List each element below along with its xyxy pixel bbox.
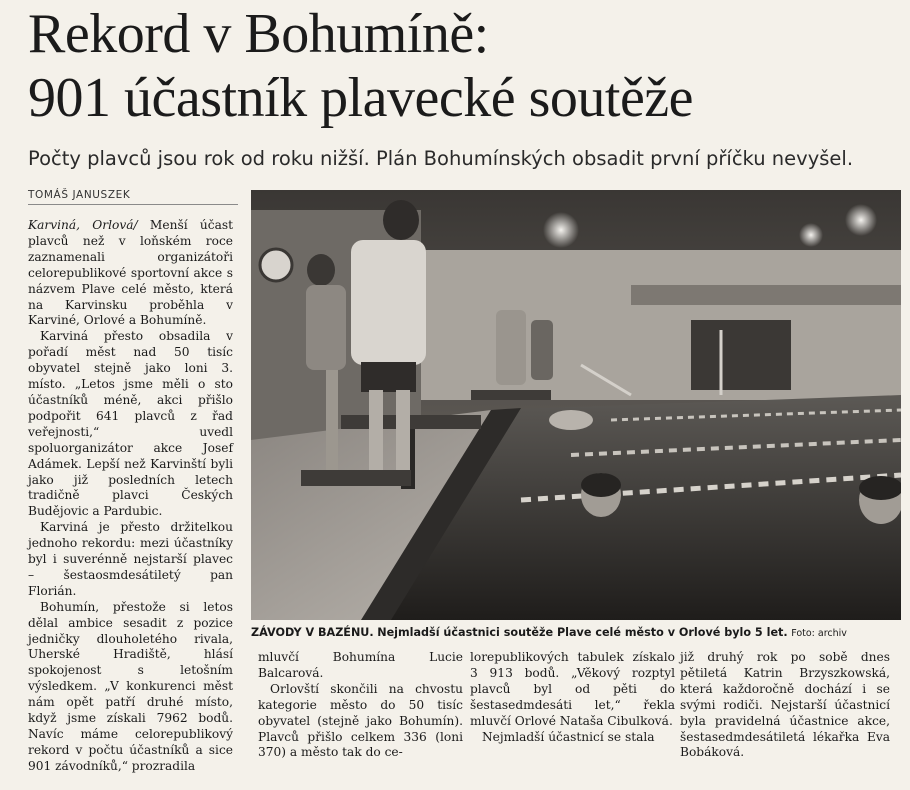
caption-heading: ZÁVODY V BAZÉNU. bbox=[251, 626, 374, 639]
caption-text: Nejmladší účastnici soutěže Plave celé město v Orlové bylo 5 let. bbox=[377, 626, 788, 639]
headline bbox=[28, 2, 898, 130]
article-column-4 bbox=[680, 650, 890, 761]
paragraph: Nejmladší účastnicí se stala bbox=[482, 729, 655, 744]
photo-caption bbox=[251, 626, 901, 641]
paragraph: Karviná, Orlová/ Menší účast plavců než v loňském roce zaznamenali organizátoři celorepublikové sportovní akce s názvem Plave celé město, která na Karvinsku proběhla v Karviné, Orlové a Bohumíně. bbox=[28, 218, 233, 328]
byline: TOMÁŠ JANUSZEK bbox=[28, 189, 238, 205]
headline-line-1: Rekord v Bohumíně: bbox=[28, 3, 489, 65]
swimming-pool-photo bbox=[251, 190, 901, 620]
paragraph: mluvčí Bohumína Lucie Balcarová. bbox=[258, 650, 463, 680]
paragraph: Bohumín, přestože si letos dělal ambice sesadit z pozice jedničky dlouholetého rivala, Uherské Hradiště, hlásí spokojenost s letošním výsledkem. „V konkurenci měst nám opět patří druhé místo, když jsme získali 7962 bodů. Navíc máme celorepublikový rekord v počtu účastníků a sice 901 závodníků,“ prozradila bbox=[28, 599, 233, 773]
article-column-2 bbox=[258, 650, 463, 761]
paragraph: Orlovští skončili na chvostu kategorie město do 50 tisíc obyvatel (stejně jako Bohumín). Plavců přišlo celkem 336 (loni 370) a město tak do ce- bbox=[258, 681, 463, 760]
paragraph: již druhý rok po sobě dnes pětiletá Katrin Brzyszkowská, která každoročně dochází i se svými rodiči. Nejstarší účastnicí byla pravidelná účastnice akce, šestasedmdesátiletá lékařka Eva Bobáková. bbox=[680, 650, 890, 760]
paragraph: Karviná je přesto držitelkou jednoho rekordu: mezi účastníky byl i suverénně nejstarší plavec – šestaosmdesátiletý pan Florián. bbox=[28, 520, 233, 598]
dateline: Karviná, Orlová/ bbox=[28, 218, 138, 232]
photo-credit: Foto: archiv bbox=[791, 628, 847, 639]
article-column-1 bbox=[28, 218, 233, 775]
subheadline: Počty plavců jsou rok od roku nižší. Plán Bohumínských obsadit první příčku nevyšel. bbox=[28, 147, 854, 170]
paragraph: lorepublikových tabulek získalo 3 913 bodů. „Věkový rozptyl plavců byl od pěti do šestasedmdesáti let,“ řekla mluvčí Orlové Nataša Cibulková. bbox=[470, 650, 675, 728]
paragraph: Karviná přesto obsadila v pořadí měst nad 50 tisíc obyvatel stejně jako loni 3. místo. „Letos jsme měli o sto účastníků méně, akci přišlo podpořit 641 plavců z řad veřejnosti,“ uvedl spoluorganizátor akce Josef Adámek. Lepší než Karvinští byli jako již posledních letech tradičně plavci Českých Budějovic a Pardubic. bbox=[28, 329, 233, 519]
article-column-3 bbox=[470, 650, 675, 745]
headline-line-2: 901 účastník plavecké soutěže bbox=[28, 67, 694, 129]
